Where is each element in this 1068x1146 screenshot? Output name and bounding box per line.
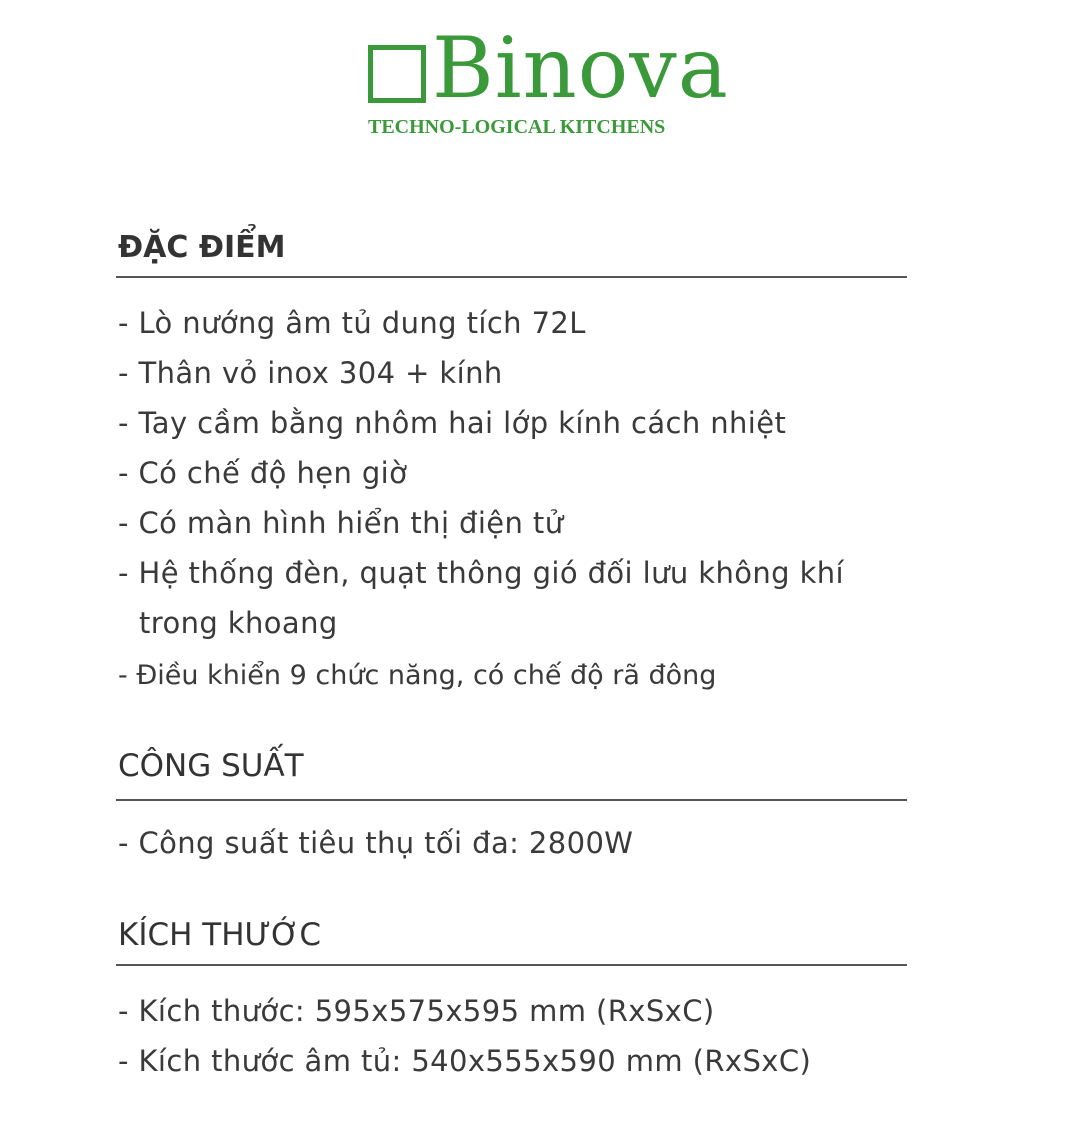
feature-item: - Lò nướng âm tủ dung tích 72L <box>118 306 586 340</box>
power-heading: CÔNG SUẤT <box>118 748 304 784</box>
feature-item: - Có chế độ hẹn giờ <box>118 456 408 490</box>
brand-name: Binova <box>432 19 729 117</box>
power-divider <box>116 799 907 801</box>
logo-square-icon <box>368 45 426 103</box>
feature-item: - Hệ thống đèn, quạt thông gió đối lưu không khí <box>118 556 845 590</box>
brand-logo <box>366 19 729 150</box>
features-heading: ĐẶC ĐIỂM <box>118 230 286 265</box>
dimensions-divider <box>116 964 907 966</box>
power-item: - Công suất tiêu thụ tối đa: 2800W <box>118 826 634 860</box>
brand-tagline: TECHNO-LOGICAL KITCHENS <box>368 116 666 138</box>
features-divider <box>116 276 907 278</box>
feature-item: - Điều khiển 9 chức năng, có chế độ rã đông <box>118 660 717 691</box>
dimension-item: - Kích thước âm tủ: 540x555x590 mm (RxSxC) <box>118 1044 812 1078</box>
dimension-item: - Kích thước: 595x575x595 mm (RxSxC) <box>118 994 715 1028</box>
feature-item-continuation: trong khoang <box>139 606 338 640</box>
feature-item: - Thân vỏ inox 304 + kính <box>118 356 503 390</box>
feature-item: - Có màn hình hiển thị điện tử <box>118 506 564 540</box>
feature-item: - Tay cầm bằng nhôm hai lớp kính cách nhiệt <box>118 406 787 440</box>
dimensions-heading: KÍCH THƯỚC <box>118 917 322 953</box>
